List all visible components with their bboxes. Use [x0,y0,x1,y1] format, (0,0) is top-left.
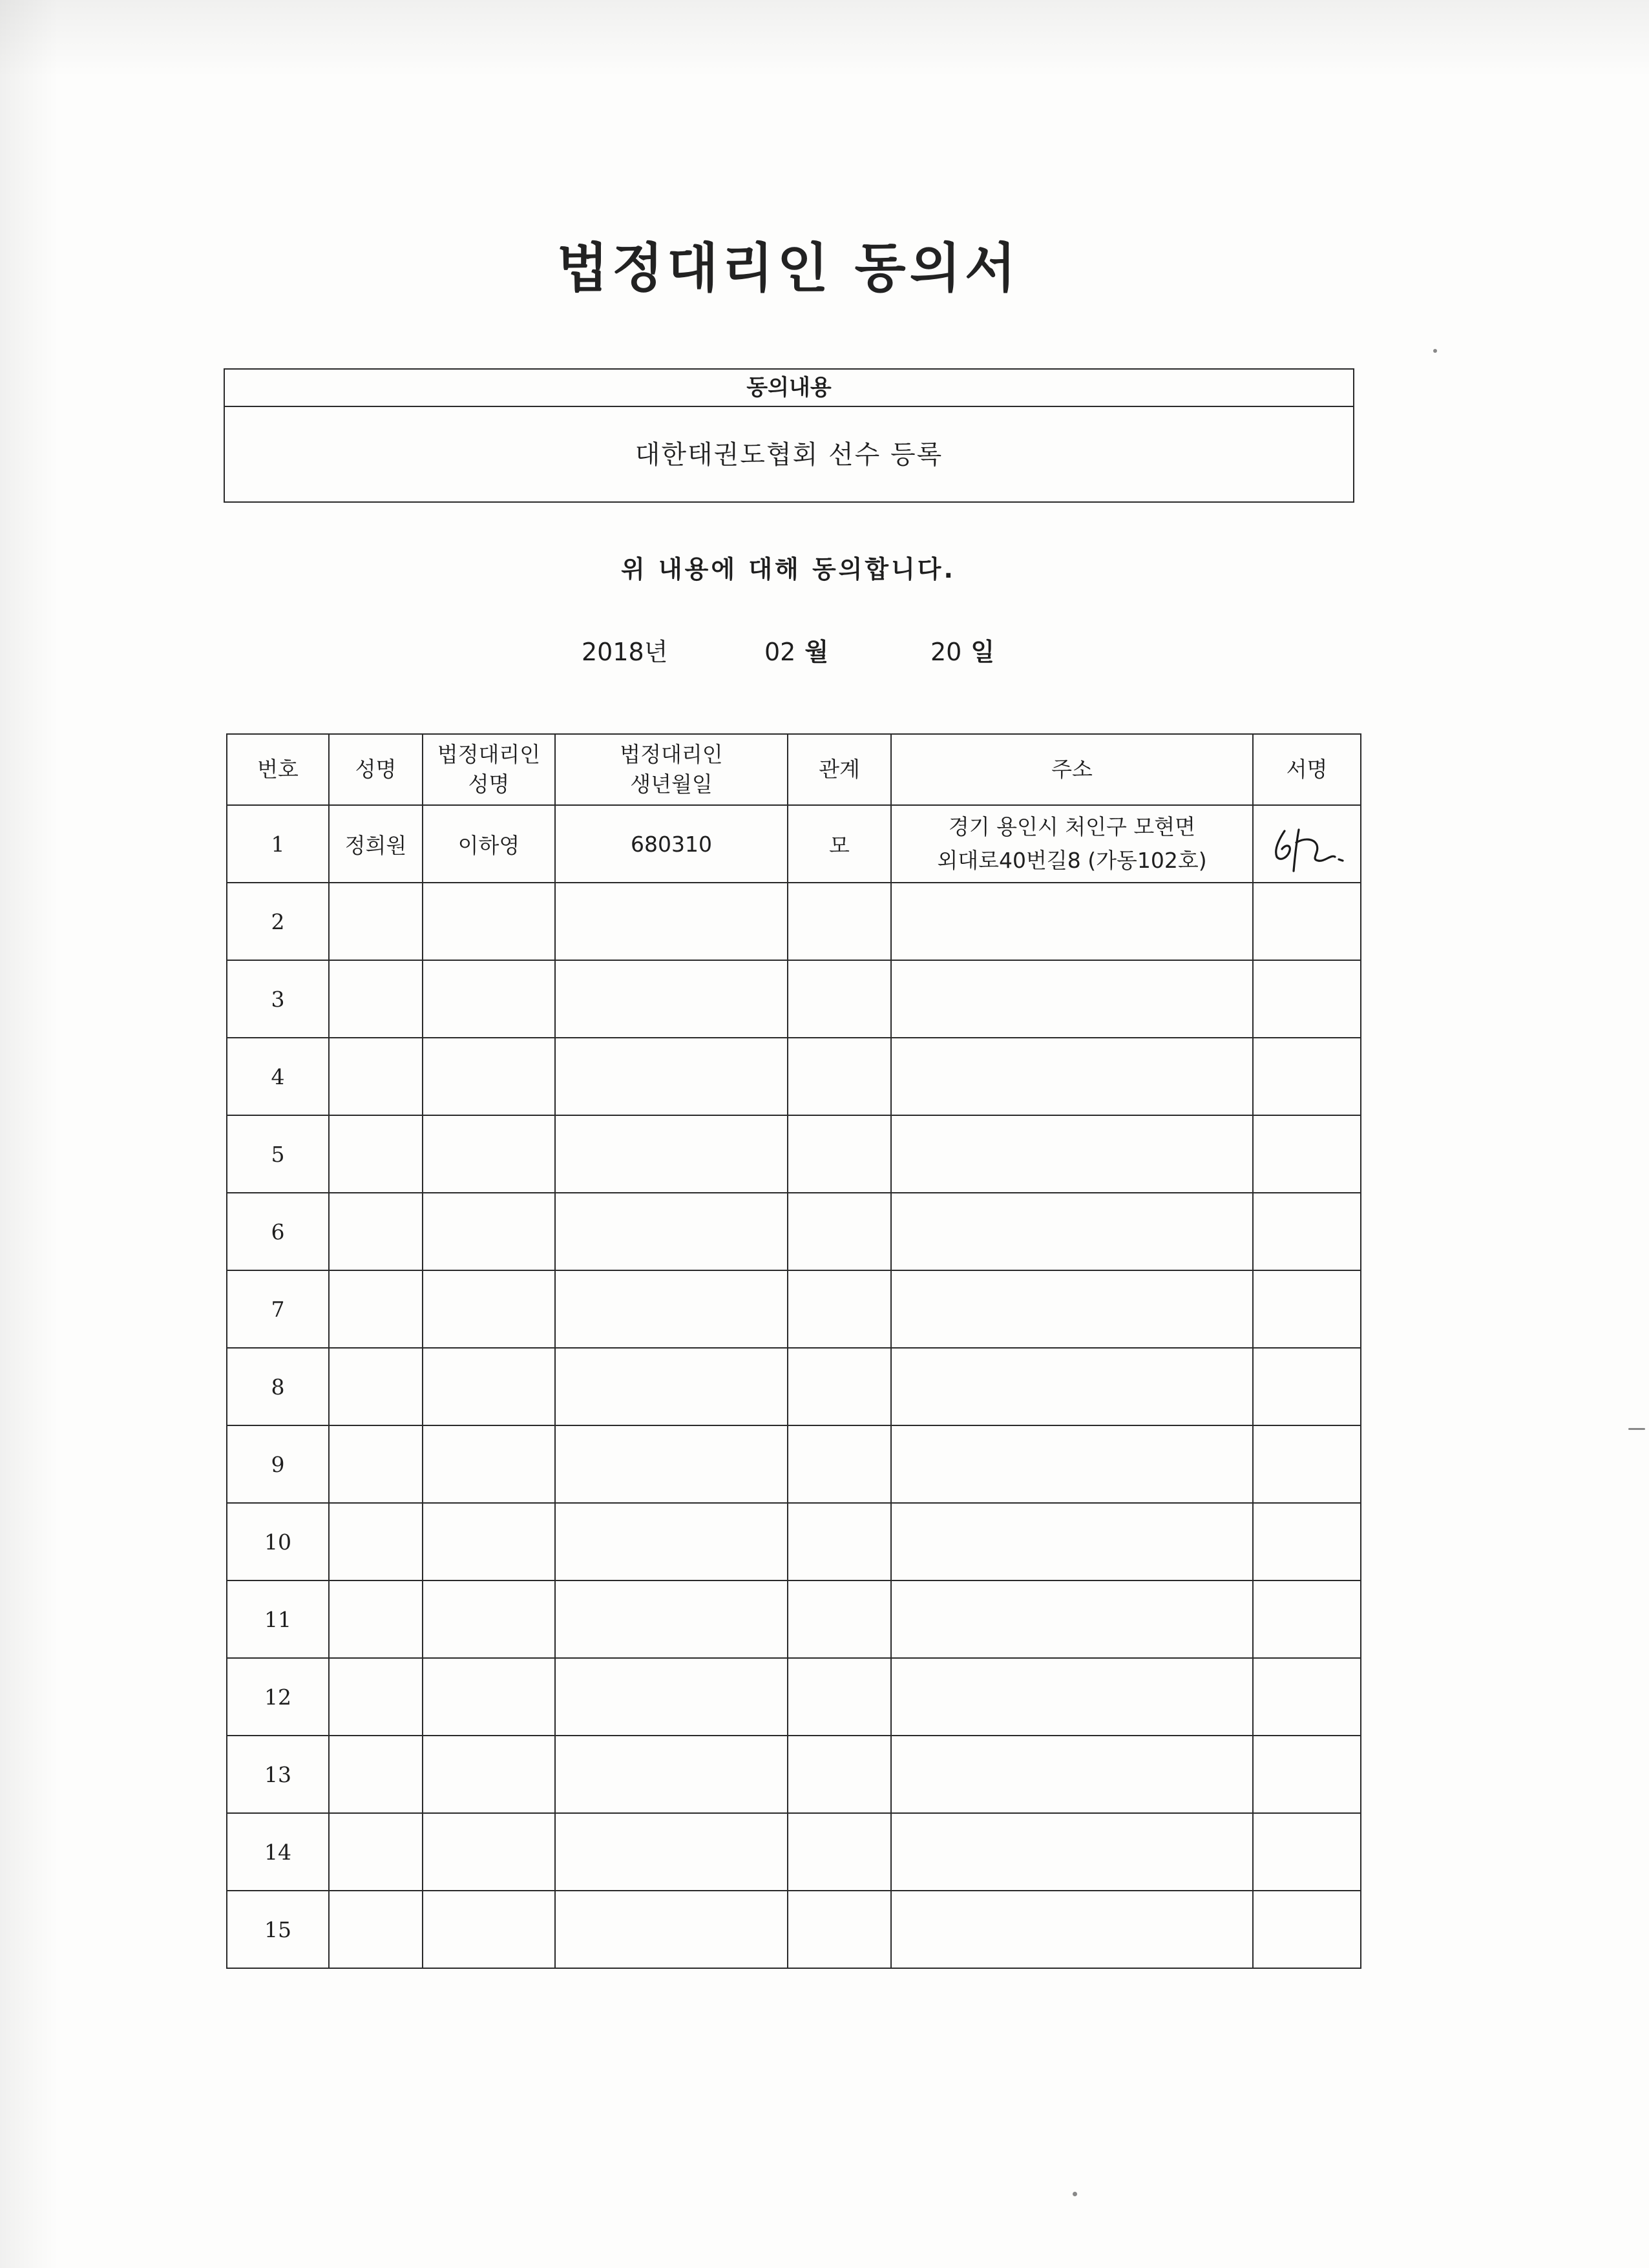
date-month-unit: 월 [804,638,829,666]
cell-guardian-name [423,960,555,1038]
cell-guardian-birth [555,960,788,1038]
cell-signature [1253,805,1361,883]
cell-signature [1253,1891,1361,1968]
cell-no: 15 [227,1891,329,1968]
cell-name [329,1891,423,1968]
header-address: 주소 [891,734,1253,805]
cell-name [329,960,423,1038]
header-relation: 관계 [788,734,891,805]
cell-name [329,1270,423,1348]
cell-guardian-name: 이하영 [423,805,555,883]
address-line1: 경기 용인시 처인구 모현면 [948,814,1196,839]
cell-address [891,1115,1253,1193]
cell-no: 10 [227,1503,329,1580]
table-row [227,960,1361,1038]
cell-address [891,1658,1253,1736]
cell-address [891,1813,1253,1891]
cell-relation [788,1348,891,1425]
table-row [227,1891,1361,1968]
cell-name [329,1193,423,1270]
cell-signature [1253,883,1361,960]
cell-guardian-name [423,1425,555,1503]
cell-no: 12 [227,1658,329,1736]
cell-signature [1253,960,1361,1038]
cell-relation [788,1503,891,1580]
cell-guardian-birth [555,1270,788,1348]
header-guardian-birth [555,734,788,805]
table-row [227,1193,1361,1270]
cell-address [891,1736,1253,1813]
table-header-row [227,734,1361,805]
cell-relation [788,1425,891,1503]
scan-speck [1433,349,1437,353]
guardian-table [226,733,1361,1969]
header-no: 번호 [227,734,329,805]
table-row [227,805,1361,883]
handwritten-signature [1259,812,1356,876]
date-month [764,632,828,667]
cell-guardian-birth [555,883,788,960]
cell-no: 13 [227,1736,329,1813]
cell-no: 11 [227,1580,329,1658]
header-guardian-birth-line1: 법정대리인 [620,742,723,767]
cell-guardian-name [423,1580,555,1658]
cell-guardian-birth [555,1348,788,1425]
cell-name: 정희원 [329,805,423,883]
cell-signature [1253,1038,1361,1115]
cell-guardian-birth [555,1736,788,1813]
consent-body: 대한태권도협회 선수 등록 [635,440,943,470]
cell-guardian-birth [555,1580,788,1658]
cell-signature [1253,1736,1361,1813]
cell-address [891,1580,1253,1658]
cell-name [329,1813,423,1891]
cell-signature [1253,1503,1361,1580]
cell-guardian-name [423,1813,555,1891]
cell-no: 5 [227,1115,329,1193]
header-name: 성명 [329,734,423,805]
document-title: 법정대리인 동의서 [556,238,1020,299]
cell-signature [1253,1193,1361,1270]
table-row [227,1115,1361,1193]
date-month-value: 02 [764,638,796,666]
cell-guardian-name [423,1193,555,1270]
cell-guardian-birth [555,1038,788,1115]
cell-name [329,1425,423,1503]
date-year [582,632,667,667]
cell-guardian-birth [555,1813,788,1891]
cell-relation [788,960,891,1038]
scan-speck [1628,1428,1645,1430]
table-row [227,883,1361,960]
cell-name [329,1348,423,1425]
scan-shadow-top [0,0,1649,78]
cell-relation [788,1891,891,1968]
cell-guardian-birth [555,1658,788,1736]
cell-name [329,883,423,960]
cell-no: 8 [227,1348,329,1425]
header-signature: 서명 [1253,734,1361,805]
cell-address [891,1270,1253,1348]
cell-no: 1 [227,805,329,883]
cell-guardian-birth [555,1115,788,1193]
table-row [227,1348,1361,1425]
cell-address [891,1503,1253,1580]
scan-speck [1073,2192,1077,2196]
cell-signature [1253,1580,1361,1658]
date-day-unit: 일 [971,638,995,666]
cell-relation [788,1813,891,1891]
cell-no: 4 [227,1038,329,1115]
cell-guardian-birth [555,1193,788,1270]
cell-relation [788,1115,891,1193]
cell-relation [788,1736,891,1813]
cell-relation [788,1038,891,1115]
signature-svg [1259,812,1356,876]
cell-relation [788,883,891,960]
date-day [930,632,994,667]
cell-name [329,1736,423,1813]
cell-guardian-name [423,1658,555,1736]
table-row [227,1503,1361,1580]
cell-name [329,1503,423,1580]
cell-guardian-name [423,1736,555,1813]
cell-name [329,1038,423,1115]
table-row [227,1425,1361,1503]
cell-guardian-name [423,1348,555,1425]
cell-no: 3 [227,960,329,1038]
cell-address [891,1038,1253,1115]
date-year-value: 2018 [582,638,644,666]
cell-no: 2 [227,883,329,960]
cell-relation: 모 [788,805,891,883]
cell-relation [788,1658,891,1736]
cell-signature [1253,1348,1361,1425]
cell-guardian-birth [555,1503,788,1580]
cell-guardian-birth [555,1425,788,1503]
header-guardian-birth-line2: 생년월일 [630,772,713,797]
cell-no: 6 [227,1193,329,1270]
cell-guardian-name [423,1115,555,1193]
cell-address [891,1891,1253,1968]
cell-guardian-name [423,1270,555,1348]
cell-no: 14 [227,1813,329,1891]
cell-name [329,1115,423,1193]
consent-box [224,368,1354,503]
cell-signature [1253,1425,1361,1503]
cell-signature [1253,1270,1361,1348]
cell-guardian-name [423,1038,555,1115]
header-guardian-name-line1: 법정대리인 [437,742,541,767]
agreement-statement: 위 내용에 대해 동의합니다. [621,555,956,583]
cell-guardian-name [423,1503,555,1580]
header-guardian-name [423,734,555,805]
cell-guardian-name [423,883,555,960]
header-guardian-name-line2: 성명 [468,772,510,797]
cell-signature [1253,1658,1361,1736]
table-row [227,1813,1361,1891]
table-row [227,1270,1361,1348]
table-row [227,1580,1361,1658]
cell-address [891,1348,1253,1425]
cell-address [891,1193,1253,1270]
scan-shadow-left [0,0,58,2268]
table-row [227,1038,1361,1115]
cell-relation [788,1580,891,1658]
cell-guardian-birth: 680310 [555,805,788,883]
cell-address [891,960,1253,1038]
cell-address [891,805,1253,883]
cell-relation [788,1193,891,1270]
cell-no: 9 [227,1425,329,1503]
cell-name [329,1580,423,1658]
cell-signature [1253,1115,1361,1193]
address-line2: 외대로40번길8 (가동102호) [937,848,1207,873]
date-year-unit: 년 [644,638,668,666]
cell-address [891,883,1253,960]
cell-guardian-birth [555,1891,788,1968]
cell-no: 7 [227,1270,329,1348]
date-day-value: 20 [930,638,962,666]
cell-address [891,1425,1253,1503]
cell-guardian-name [423,1891,555,1968]
cell-relation [788,1270,891,1348]
cell-signature [1253,1813,1361,1891]
cell-name [329,1658,423,1736]
table-row [227,1736,1361,1813]
table-row [227,1658,1361,1736]
consent-header: 동의내용 [225,370,1353,407]
